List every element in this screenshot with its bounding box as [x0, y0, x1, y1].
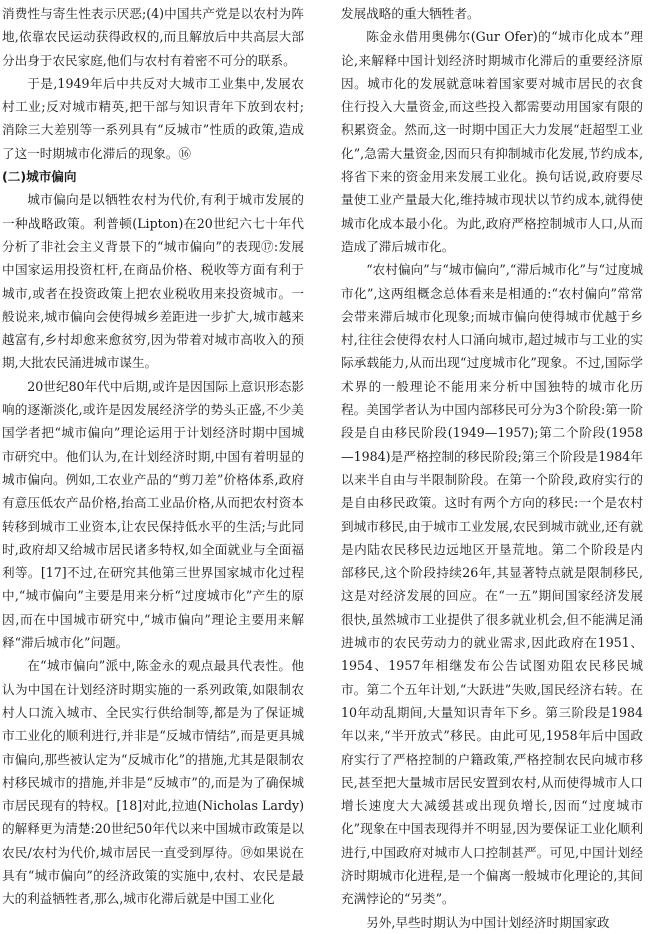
paragraph-chan-kam-wing-view: 在“城市偏向”派中,陈金永的观点最具代表性。他认为中国在计划经济时期实施的一系列政策,如限制农村人口流入城市、全民实行供给制等,都是为了保证城市工业化的顺利进行,并非是“反城市情结”,而是更具城市偏向,那些被认定为“反城市化”的措施,尤其是限制农村移民城市的措施,并非是“反城市”的,而是为了确保城市居民现有的特权。[18]对此,拉迪(Nicholas Lardy)的解释更为清楚:20世纪50年代以来中国城市政策是以农民/农村为代价,城市居民一直受到厚待。⑲如果说在具有“城市偏向”的经济政策的实施中,农村、农民是最大的利益牺牲者,那么,城市化滞后就是中国工业化 — [2, 658, 304, 907]
paragraph-continuation-right: 发展战略的重大牺牲者。 — [341, 6, 480, 21]
right-column — [341, 2, 643, 930]
paragraph-trailing: 另外,早些时期认为中国计划经济时期国家政 — [366, 914, 610, 930]
paragraph-migration-stages: “农村偏向”与“城市偏向”,“滞后城市化”与“过度城市化”,这两组概念总体看来是相通的:“农村偏向”常常会带来滞后城市化现象;而城市偏向使得城市优越于乡村,往往会使得农村人口涌向城市,超过城市与工业的实际承载能力,从而出现“过度城市化”现象。不过,国际学术界的一般理论不能用来分析中国独特的城市化历程。美国学者认为中国内部移民可分为3个阶段:第一阶段是自由移民阶段(1949—1957);第二个阶段(1958—1984)是严格控制的移民阶段;第三个阶段是1984年以来半自由与半限制阶段。在第一个阶段,政府实行的是自由移民政策。这时有两个方向的移民:一个是农村到城市移民,由于城市工业发展,农民到城市就业,还有就是内陆农民移民边远地区开垦荒地。第二个阶段是内部移民,这个阶段持续26年,其显著特点就是限制移民,这是对经济发展的回应。在“一五”期间国家经济发展很快,虽然城市工业提供了很多就业机会,但不能满足涌进城市的农民劳动力的就业需求,因此政府在1951、1954、1957年相继发布公告试图劝阻农民移民城市。第二个五年计划,“大跃进”失败,国民经济右转。在10年动乱期间,大量知识青年下乡。第三阶段是1984年以来,“半开放式”移民。由此可见,1958年后中国政府实行了严格控制的户籍政策,严格控制农民向城市移民,甚至把大量城市居民安置到农村,从而使得城市人口增长速度大大减缓甚或出现负增长,因而“过度城市化”现象在中国表现得并不明显,因为要保证工业化顺利进行,中国政府对城市人口控制甚严。可见,中国计划经济时期城市化进程,是一个偏离一般城市化理论的,其间充满悖论的“另类”。 — [341, 262, 643, 907]
paragraph-anti-urban-policy: 于是,1949年后中共反对大城市工业集中,发展农村工业;反对城市精英,把干部与知识青年下放到农村;消除三大差别等一系列具有“反城市”性质的政策,造成了这一时期城市化滞后的现象。⑯ — [2, 75, 304, 161]
paragraph-continuation: 消费性与寄生性表示厌恶;(4)中国共产党是以农村为阵地,依靠农民运动获得政权的,而且解放后中共高层大部分出身于农民家庭,他们与农村有着密不可分的联系。 — [2, 6, 304, 68]
paragraph-urban-bias-definition: 城市偏向是以牺牲农村为代价,有利于城市发展的一种战略政策。利普顿(Lipton)在20世纪六七十年代分析了非社会主义背景下的“城市偏向”的表现⑰:发展中国家运用投资杠杆,在商品价格、税收等方面有利于城市,或者在投资政策上把农业税收用来投资城市。一般说来,城市偏向会使得城乡差距进一步扩大,城市越来越富有,乡村却愈来愈贫穷,因为带着对城市高收入的预期,大批农民涌进城市谋生。 — [2, 192, 304, 371]
paragraph-1980s-scholars: 20世纪80年代中后期,或许是因国际上意识形态影响的逐渐淡化,或许是因发展经济学的势头正盛,不少美国学者把“城市偏向”理论运用于计划经济时期中国城市研究中。他们认为,在计划经济时期,中国有着明显的城市偏向。例如,工农业产品的“剪刀差”价格体系,政府有意压低农产品价格,抬高工业品价格,从而把农村资本转移到城市工业资本,让农民保持低水平的生活;与此同时,政府却又给城市居民诸多特权,如全面就业与全面福利等。[17]不过,在研究其他第三世界国家城市化过程中,“城市偏向”主要是用来分析“过度城市化”产生的原因,而在中国城市研究中,“城市偏向”理论主要用来解释“滞后城市化”问题。 — [2, 378, 304, 651]
left-column — [2, 2, 304, 908]
paragraph-urbanization-cost: 陈金永借用奥佛尔(Gur Ofer)的“城市化成本”理论,来解释中国计划经济时期城市化滞后的重要经济原因。城市化的发展就意味着国家要对城市居民的衣食住行投入大量资金,而这些投入都需要动用国家有限的积累资金。然而,这一时期中国正大力发展“赶超型工业化”,急需大量资金,因而只有抑制城市化发展,节约成本,将省下来的资金用来发展工业化。换句话说,政府要尽量使工业产量最大化,维持城市现状以节约成本,就得使城市化成本最小化。为此,政府严格控制城市人口,从而造成了滞后城市化。 — [341, 29, 643, 254]
section-heading-urban-bias: (二)城市偏向 — [2, 169, 77, 185]
